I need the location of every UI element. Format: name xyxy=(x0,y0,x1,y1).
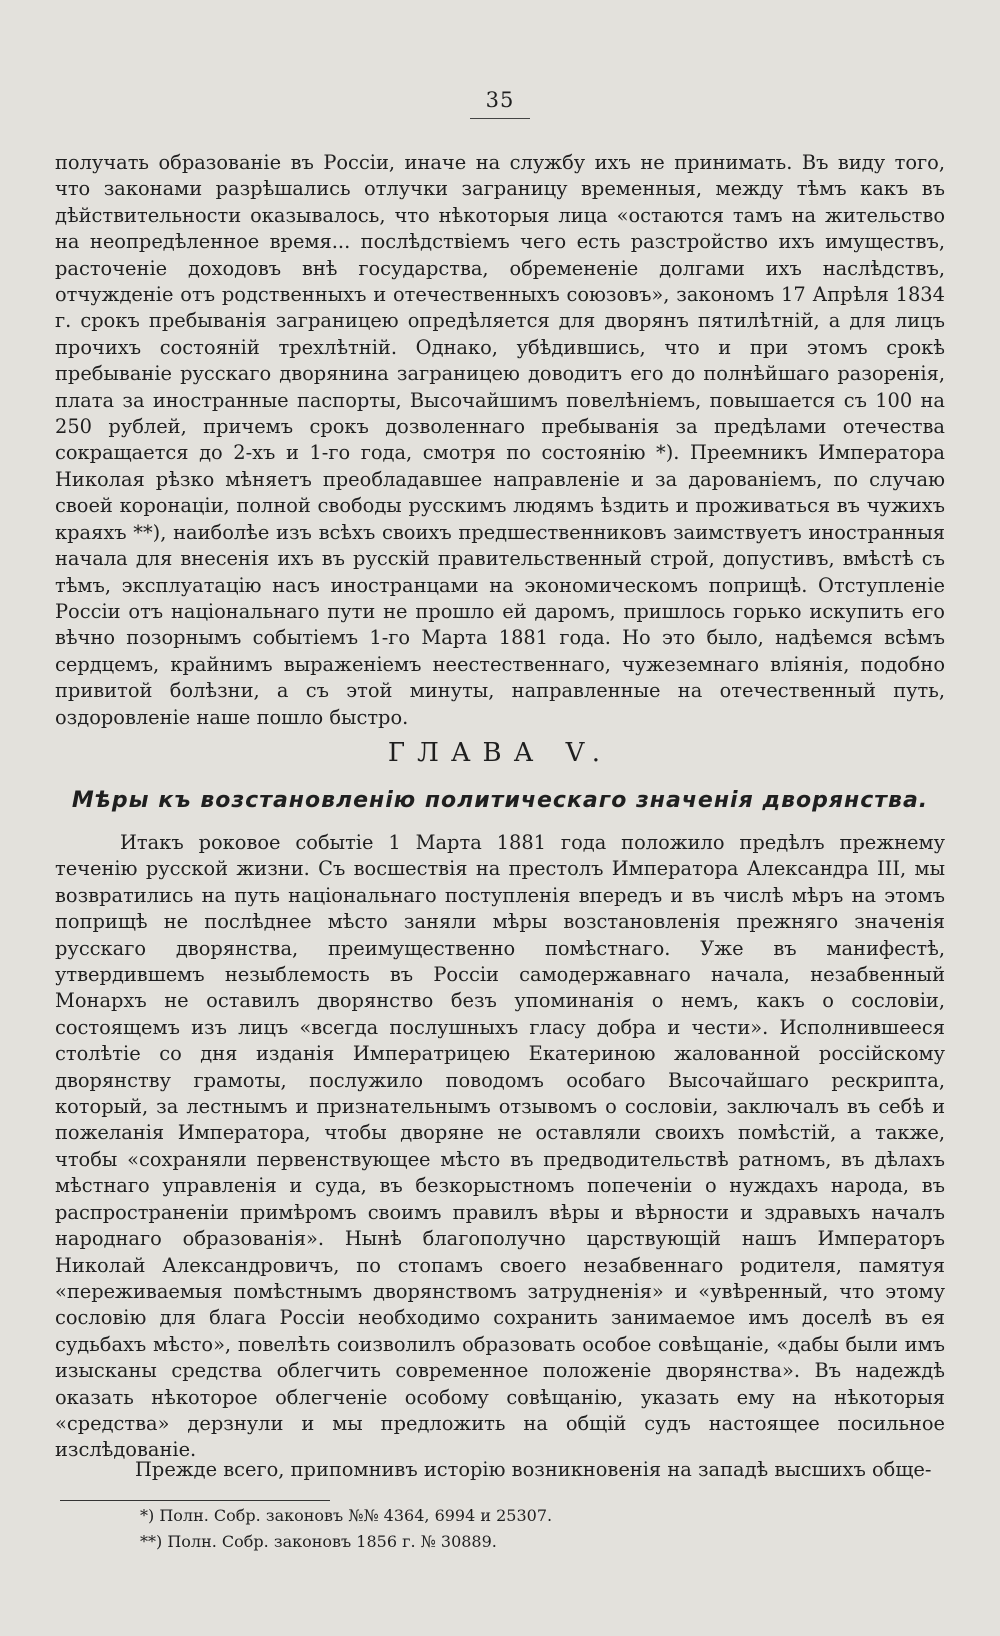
paragraph-closing: Прежде всего, припомнивъ исторію возникновенія на западѣ высшихъ обще- xyxy=(135,1458,932,1481)
footnote-1: *) Полн. Собр. законовъ №№ 4364, 6994 и 25307. xyxy=(140,1506,553,1525)
page-number-rule xyxy=(470,118,530,119)
paragraph-chapter-body: Итакъ роковое событіе 1 Марта 1881 года положило предѣлъ прежнему теченію русской жизни. Съ восшествія на престолъ Императора Александра III, мы возвратились на путь національнаго поступленія впередъ и въ числѣ мѣръ на этомъ поприщѣ не послѣднее мѣсто заняли мѣры возстановленія прежняго значенія русскаго дворянства, преимущественно помѣстнаго. Уже въ манифестѣ, утвердившемъ незыблемость въ Россіи самодержавнаго начала, незабвенный Монархъ не оставилъ дворянство безъ упоминанія о немъ, какъ о сословіи, состоящемъ изъ лицъ «всегда послушныхъ гласу добра и чести». Исполнившееся столѣтіе со дня изданія Императрицею Екатериною жалованной россійскому дворянству грамоты, послужило поводомъ особаго Высочайшаго рескрипта, который, за лестнымъ и признательнымъ отзывомъ о сословіи, заключалъ въ себѣ и пожеланія Императора, чтобы дворяне не оставляли своихъ помѣстій, а также, чтобы «сохраняли первенствующее мѣсто въ предводительствѣ ратномъ, въ дѣлахъ мѣстнаго управленія и суда, въ безкорыстномъ попеченіи о нуждахъ народа, въ распространеніи примѣромъ своимъ правилъ вѣры и вѣрности и здравыхъ началъ народнаго образованія». Нынѣ благополучно царствующій нашъ Императоръ Николай Александровичъ, по стопамъ своего незабвеннаго родителя, памятуя «переживаемыя помѣстнымъ дворянствомъ затрудненія» и «увѣренный, что этому сословію для блага Россіи необходимо сохранить занимаемое имъ доселѣ въ ея судьбахъ мѣсто», повелѣть соизволилъ образовать особое совѣщаніе, «дабы были имъ изысканы средства облегчить современное положеніе дворянства». Въ надеждѣ оказать нѣкоторое облегченіе особому совѣщанію, указать ему на нѣкоторыя «средства» дерзнули и мы предложить на общій судъ настоящее посильное изслѣдованіе. xyxy=(55,831,945,1462)
chapter-subtitle: Мѣры къ возстановленію политическаго значенія дворянства. xyxy=(71,788,929,813)
footnote-rule xyxy=(60,1500,330,1501)
page-number: 35 xyxy=(485,88,515,112)
paragraph-continuation: получать образованіе въ Россіи, иначе на службу ихъ не принимать. Въ виду того, что законами разрѣшались отлучки заграницу временныя, между тѣмъ какъ въ дѣйствительности оказывалось, что нѣкоторыя лица «остаются тамъ на жительство на неопредѣленное время... послѣдствіемъ чего есть разстройство ихъ имуществъ, расточеніе доходовъ внѣ государства, обремененіе долгами ихъ наслѣдствъ, отчужденіе отъ родственныхъ и отечественныхъ союзовъ», закономъ 17 Апрѣля 1834 г. срокъ пребыванія заграницею опредѣляется для дворянъ пятилѣтній, а для лицъ прочихъ состояній трехлѣтній. Однако, убѣдившись, что и при этомъ срокѣ пребываніе русскаго дворянина заграницею доводитъ его до полнѣйшаго разоренія, плата за иностранные паспорты, Высочайшимъ повелѣніемъ, повышается съ 100 на 250 рублей, причемъ срокъ дозволеннаго пребыванія за предѣлами отечества сокращается до 2-хъ и 1-го года, смотря по состоянію *). Преемникъ Императора Николая рѣзко мѣняетъ преобладавшее направленіе и за дарованіемъ, по случаю своей коронаціи, полной свободы русскимъ людямъ ѣздить и проживаться въ чужихъ краяхъ **), наиболѣе изъ всѣхъ своихъ предшественниковъ заимствуетъ иностранныя начала для внесенія ихъ въ русскій правительственный строй, допустивъ, вмѣстѣ съ тѣмъ, эксплуатацію насъ иностранцами на экономическомъ поприщѣ. Отступленіе Россіи отъ національнаго пути не прошло ей даромъ, пришлось горько искупить его вѣчно позорнымъ событіемъ 1-го Марта 1881 года. Но это было, надѣемся всѣмъ сердцемъ, крайнимъ выраженіемъ неестественнаго, чужеземнаго вліянія, подобно привитой болѣзни, а съ этой минуты, направленные на отечественный путь, оздоровленіе наше пошло быстро. xyxy=(55,151,945,729)
chapter-title: ГЛАВА V. xyxy=(387,738,613,768)
footnotes xyxy=(140,1503,552,1555)
footnote-2: **) Полн. Собр. законовъ 1856 г. № 30889. xyxy=(140,1532,497,1551)
